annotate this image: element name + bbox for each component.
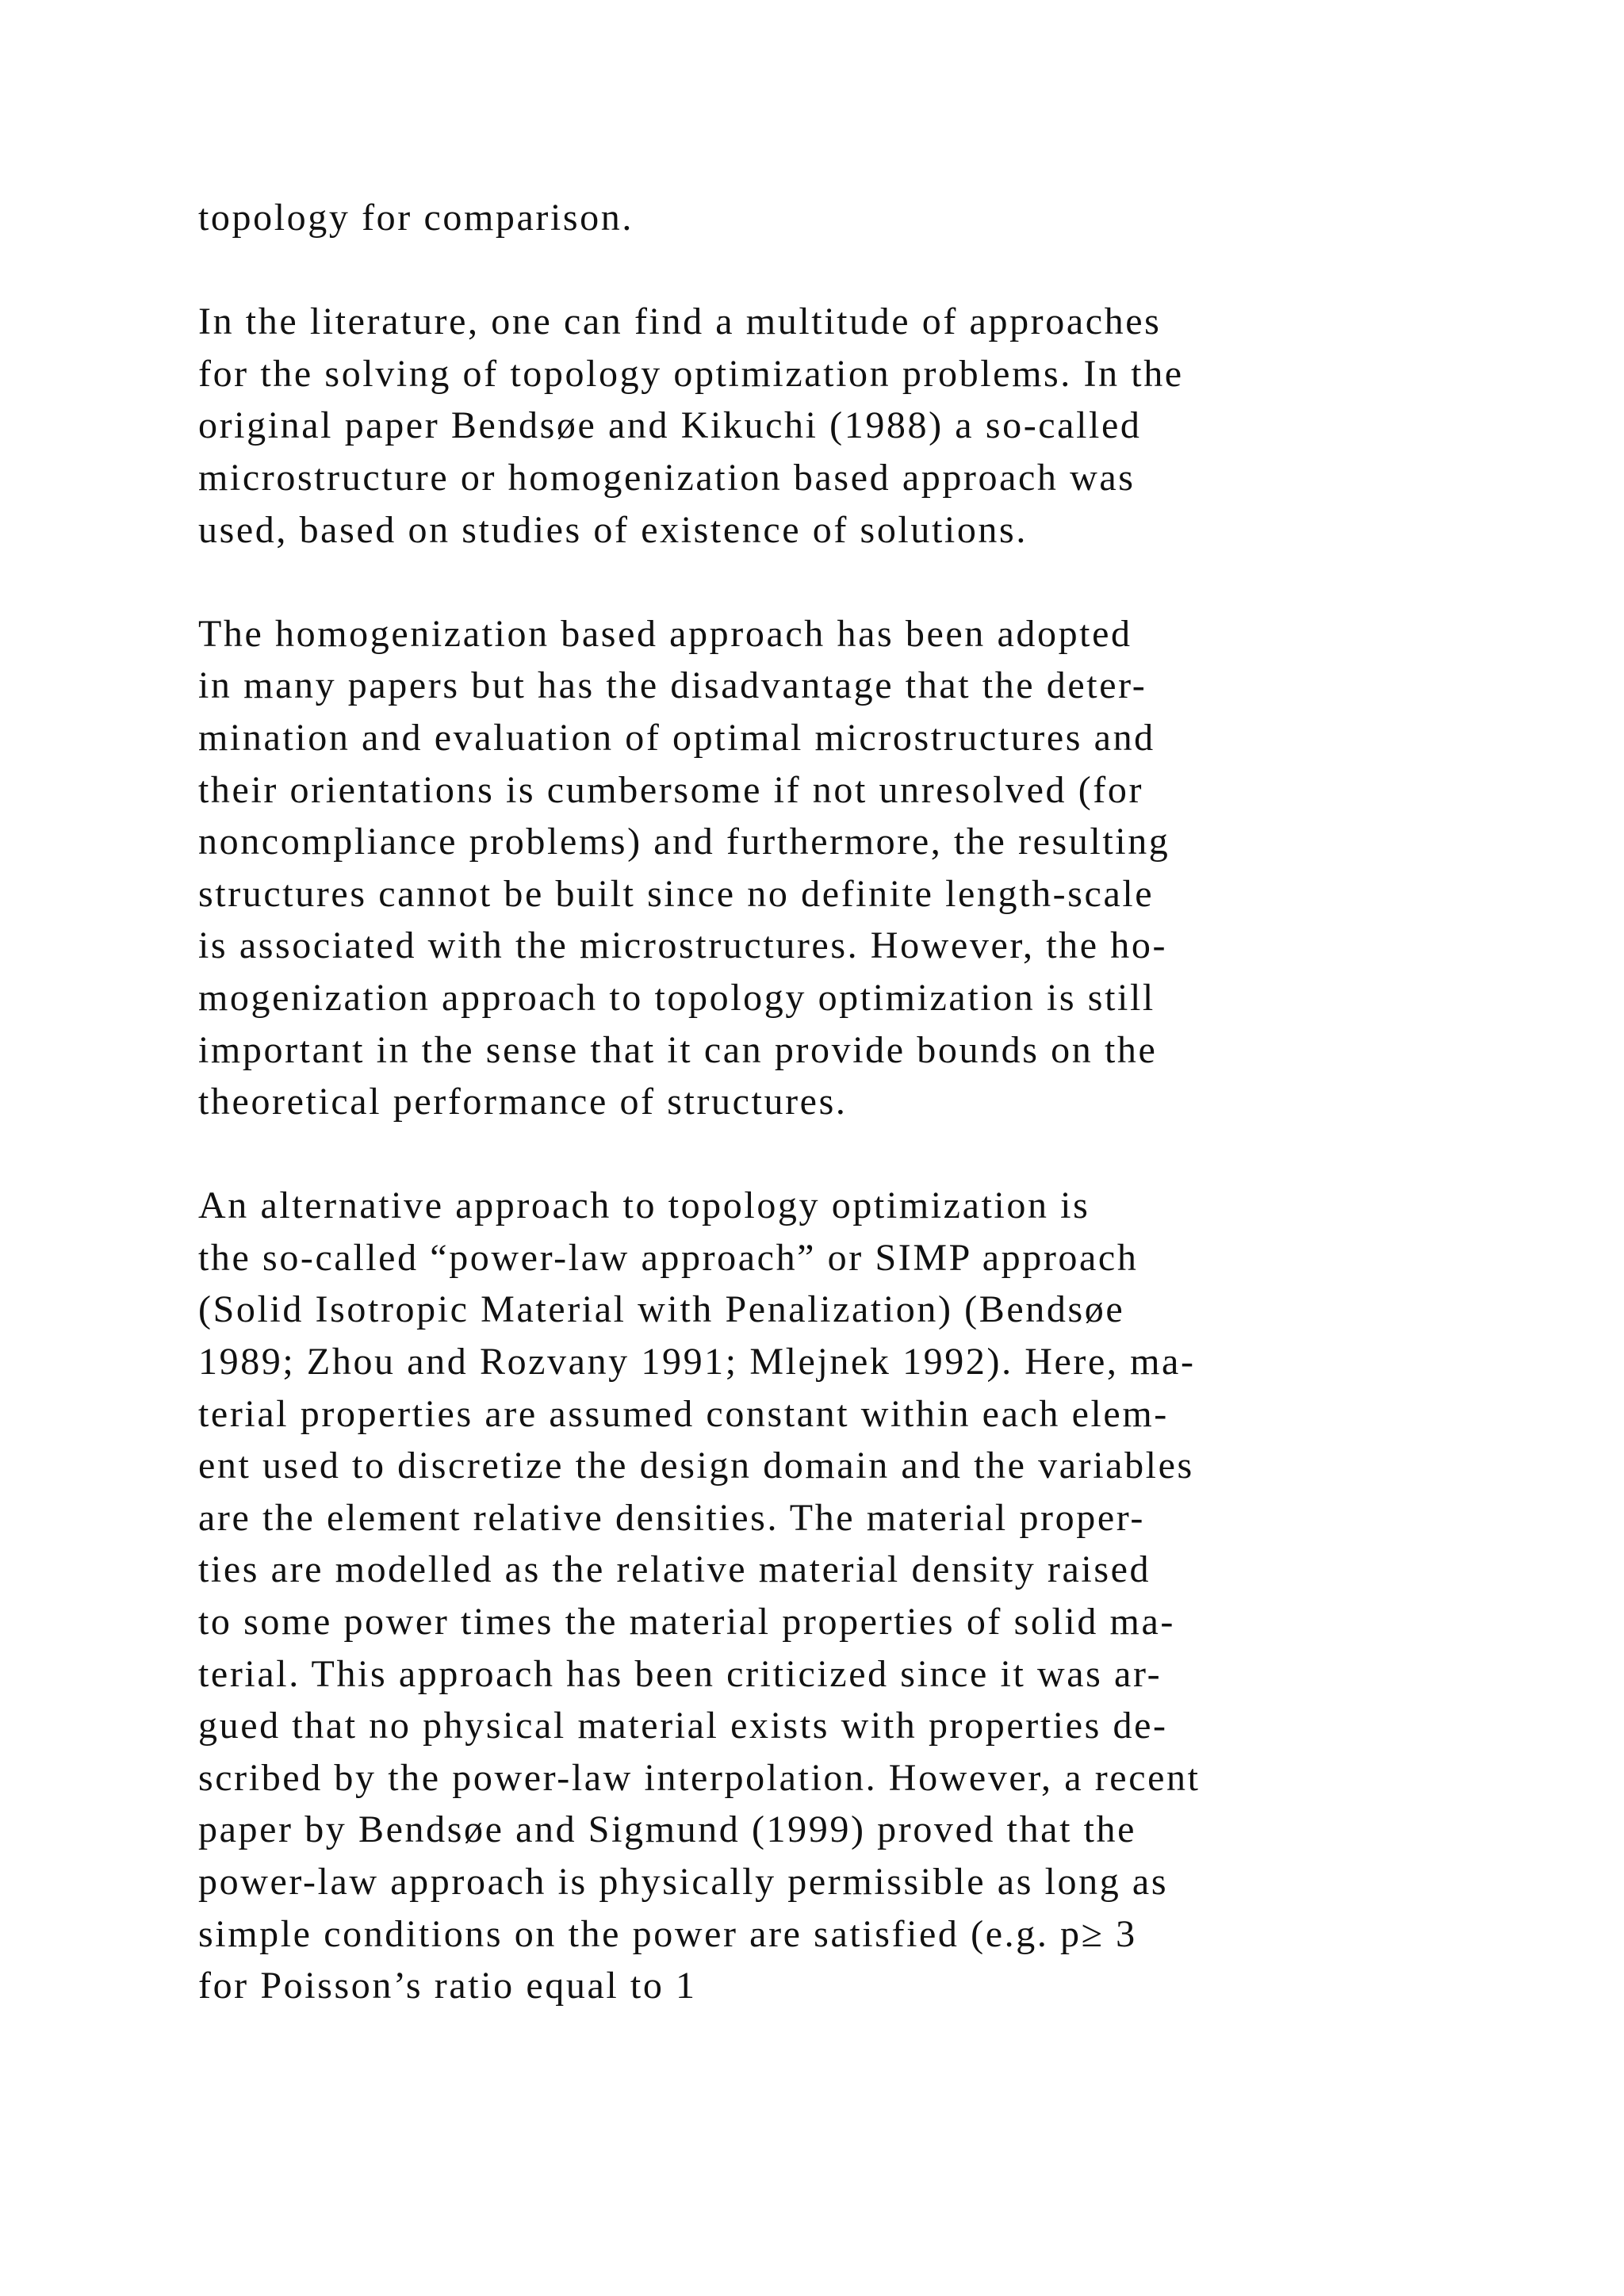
- text-line: mogenization approach to topology optimization is still: [198, 976, 1155, 1019]
- text-line: their orientations is cumbersome if not unresolved (for: [198, 768, 1144, 811]
- text-line: in many papers but has the disadvantage that the deter-: [198, 664, 1147, 707]
- text-line: used, based on studies of existence of solutions.: [198, 508, 1028, 551]
- text-line: terial. This approach has been criticized since it was ar-: [198, 1652, 1162, 1695]
- paragraph-4: [198, 1180, 1578, 2012]
- text-line: ties are modelled as the relative material density raised: [198, 1548, 1151, 1591]
- text-line: The homogenization based approach has been adopted: [198, 612, 1132, 655]
- text-line: noncompliance problems) and furthermore, the resulting: [198, 821, 1170, 863]
- text-line: An alternative approach to topology optimization is: [198, 1184, 1090, 1227]
- text-line: for Poisson’s ratio equal to 1: [198, 1965, 697, 2007]
- text-line: In the literature, one can find a multitude of approaches: [198, 300, 1162, 343]
- text-line: paper by Bendsøe and Sigmund (1999) proved that the: [198, 1808, 1137, 1851]
- text-line: are the element relative densities. The material proper-: [198, 1496, 1145, 1539]
- body-text: [198, 192, 1578, 2012]
- text-line: structures cannot be built since no definite length-scale: [198, 872, 1155, 915]
- text-line: mination and evaluation of optimal microstructures and: [198, 716, 1155, 759]
- text-line: power-law approach is physically permissible as long as: [198, 1861, 1169, 1903]
- text-line: ent used to discretize the design domain and the variables: [198, 1445, 1194, 1487]
- text-line: 1989; Zhou and Rozvany 1991; Mlejnek 1992). Here, ma-: [198, 1341, 1196, 1383]
- paragraph-2: [198, 296, 1578, 556]
- text-line: the so-called “power-law approach” or SIMP approach: [198, 1236, 1139, 1279]
- text-line: to some power times the material properties of solid ma-: [198, 1601, 1175, 1644]
- text-line: terial properties are assumed constant within each elem-: [198, 1392, 1169, 1435]
- text-line: for the solving of topology optimization problems. In the: [198, 352, 1184, 395]
- paragraph-1: [198, 192, 1578, 244]
- paragraph-spacer: [198, 1128, 1578, 1181]
- paragraph-spacer: [198, 244, 1578, 297]
- text-line: microstructure or homogenization based approach was: [198, 456, 1136, 499]
- paragraph-3: [198, 608, 1578, 1128]
- text-line: topology for comparison.: [198, 197, 634, 239]
- text-line: original paper Bendsøe and Kikuchi (1988) a so-called: [198, 404, 1142, 447]
- text-line: simple conditions on the power are satisfied (e.g. p≥ 3: [198, 1912, 1137, 1955]
- text-line: important in the sense that it can provide bounds on the: [198, 1028, 1158, 1071]
- text-line: gued that no physical material exists with properties de-: [198, 1705, 1168, 1747]
- text-line: scribed by the power-law interpolation. However, a recent: [198, 1756, 1201, 1799]
- text-line: theoretical performance of structures.: [198, 1081, 848, 1123]
- paragraph-spacer: [198, 556, 1578, 608]
- text-line: (Solid Isotropic Material with Penalization) (Bendsøe: [198, 1288, 1125, 1331]
- text-line: is associated with the microstructures. However, the ho-: [198, 924, 1168, 967]
